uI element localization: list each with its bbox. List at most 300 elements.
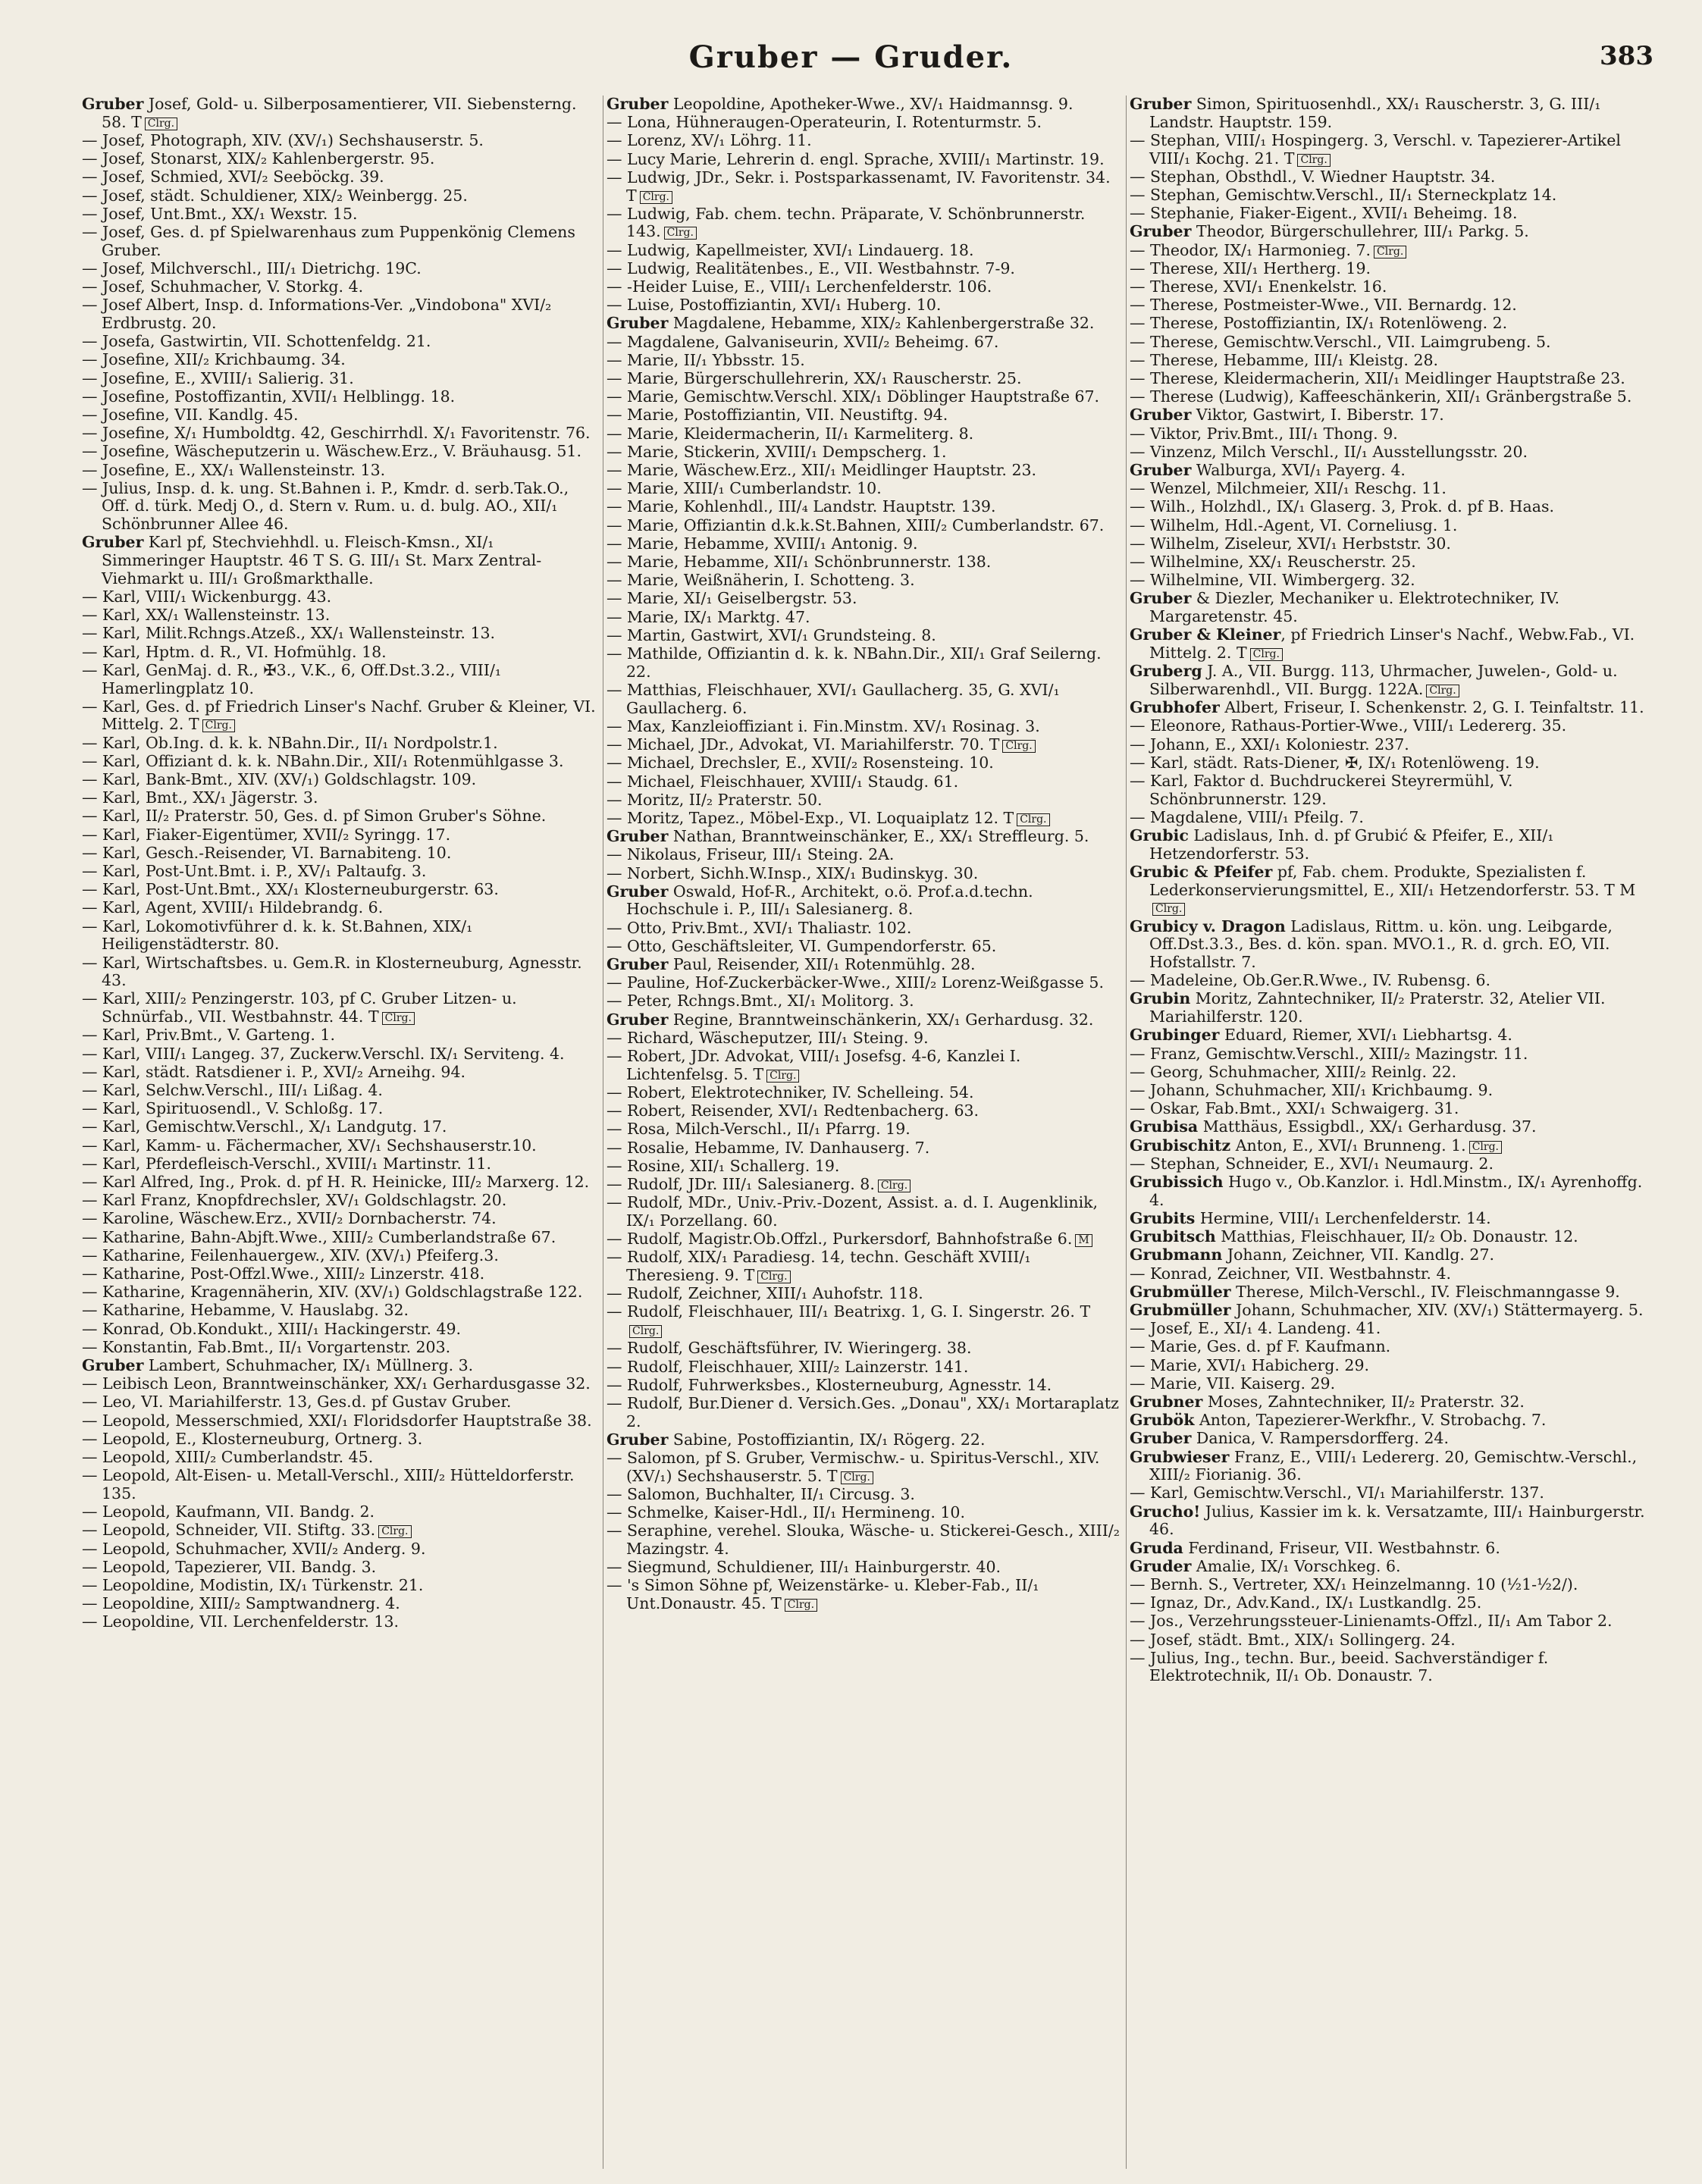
entry-surname: Grubic & Pfeifer bbox=[1130, 863, 1273, 882]
directory-entry bbox=[607, 1303, 1122, 1339]
clearing-stamp: Clrg. bbox=[1374, 246, 1406, 259]
directory-entry bbox=[607, 1522, 1122, 1558]
directory-entry bbox=[607, 1486, 1122, 1504]
directory-entry bbox=[82, 789, 599, 807]
directory-entry bbox=[607, 1194, 1122, 1230]
entry-text: — Marie, VII. Kaiserg. 29. bbox=[1130, 1374, 1336, 1393]
entry-text: — Rudolf, Fleischhauer, XIII/₂ Lainzerstr. 141. bbox=[607, 1357, 969, 1376]
entry-text: — -Heider Luise, E., VIII/₁ Lerchenfelderstr. 106. bbox=[607, 277, 992, 296]
directory-entry bbox=[82, 1595, 599, 1613]
entry-text: — Magdalene, Galvaniseurin, XVII/₂ Beheimg. 67. bbox=[607, 332, 999, 351]
entry-text: — Karl, Gesch.-Reisender, VI. Barnabiteng. 10. bbox=[82, 843, 452, 862]
directory-entry bbox=[82, 771, 599, 789]
directory-entry bbox=[1130, 517, 1653, 535]
entry-text: — Stephan, Gemischtw.Verschl., II/₁ Sterneckplatz 14. bbox=[1130, 186, 1557, 205]
entry-text: — Konstantin, Fab.Bmt., II/₁ Vorgartenstr. 203. bbox=[82, 1337, 451, 1356]
directory-entry bbox=[1130, 443, 1653, 462]
directory-entry bbox=[607, 1449, 1122, 1485]
entry-text: Ferdinand, Friseur, VII. Westbahnstr. 6. bbox=[1183, 1538, 1500, 1557]
entry-surname: Gruber bbox=[607, 96, 669, 113]
directory-entry bbox=[607, 462, 1122, 480]
directory-entry bbox=[1130, 1082, 1653, 1100]
directory-entry bbox=[1130, 1576, 1653, 1594]
directory-entry bbox=[82, 1026, 599, 1045]
directory-entry bbox=[607, 956, 1122, 974]
entry-text: — Therese, Postoffiziantin, IX/₁ Rotenlöweng. 2. bbox=[1130, 314, 1508, 333]
entry-text: — Wilhelmine, XX/₁ Reuscherstr. 25. bbox=[1130, 553, 1416, 572]
entry-text: Ladislaus, Rittm. u. kön. ung. Leibgarde, Off.Dst.3.3., Bes. d. kön. span. MVO.1., R. d. grch. EO, VII. Hofstallstr. 7. bbox=[1149, 917, 1613, 972]
directory-entry bbox=[607, 1011, 1122, 1029]
entry-text: — Matthias, Fleischhauer, XVI/₁ Gaullacherg. 35, G. XVI/₁ Gaullacherg. 6. bbox=[607, 681, 1060, 717]
directory-entry bbox=[1130, 827, 1653, 863]
directory-entry bbox=[607, 1048, 1122, 1083]
directory-entry bbox=[82, 1467, 599, 1502]
entry-text: — Marie, IX/₁ Marktg. 47. bbox=[607, 607, 810, 626]
entry-text: — Karl, Bmt., XX/₁ Jägerstr. 3. bbox=[82, 788, 318, 807]
entry-text: — Josef, E., XI/₁ 4. Landeng. 41. bbox=[1130, 1319, 1381, 1338]
directory-entry bbox=[82, 881, 599, 899]
directory-entry bbox=[82, 1430, 599, 1449]
entry-text: Eduard, Riemer, XVI/₁ Liebhartsg. 4. bbox=[1219, 1026, 1512, 1045]
clearing-stamp: Clrg. bbox=[757, 1271, 790, 1283]
directory-entry bbox=[82, 1613, 599, 1631]
entry-surname: Gruber bbox=[1130, 406, 1192, 425]
entry-text: — Michael, JDr., Advokat, VI. Mariahilferstr. 70. T bbox=[607, 735, 1000, 754]
directory-entry bbox=[607, 1139, 1122, 1158]
directory-entry bbox=[82, 370, 599, 388]
directory-entry bbox=[607, 1084, 1122, 1102]
entry-text: — Josef, städt. Schuldiener, XIX/₂ Weinbergg. 25. bbox=[82, 186, 468, 205]
entry-surname: Gruber bbox=[607, 827, 669, 846]
directory-entry bbox=[82, 1521, 599, 1540]
entry-text: — Marie, Weißnäherin, I. Schotteng. 3. bbox=[607, 571, 915, 590]
directory-entry bbox=[607, 388, 1122, 406]
entry-text: — Wilhelm, Ziseleur, XVI/₁ Herbststr. 30. bbox=[1130, 534, 1451, 553]
entry-text: — Karl, Selchw.Verschl., III/₁ Lißag. 4. bbox=[82, 1080, 383, 1099]
directory-entry bbox=[1130, 553, 1653, 572]
entry-text: — Julius, Insp. d. k. ung. St.Bahnen i. P., Kmdr. d. serb.Tak.O., Off. d. türk. Medj O., d. Stern v. Rum. u. d. bulg. AO., XII/₁ Schönbrunner Allee 46. bbox=[82, 478, 569, 534]
entry-text: — Stephanie, Fiaker-Eigent., XVII/₁ Beheimg. 18. bbox=[1130, 204, 1518, 223]
entry-surname: Gruda bbox=[1130, 1538, 1183, 1557]
directory-entry bbox=[82, 351, 599, 369]
directory-entry bbox=[1130, 590, 1653, 625]
directory-entry bbox=[82, 1173, 599, 1192]
directory-entry bbox=[82, 662, 599, 697]
directory-entry bbox=[82, 625, 599, 643]
entry-text: — Josefine, Wäscheputzerin u. Wäschew.Erz., V. Bräuhausg. 51. bbox=[82, 442, 581, 461]
directory-entry bbox=[1130, 1210, 1653, 1228]
directory-entry bbox=[607, 920, 1122, 938]
directory-entry bbox=[82, 96, 599, 131]
entry-surname: Grubwieser bbox=[1130, 1447, 1230, 1466]
entry-surname: Gruber bbox=[1130, 1429, 1192, 1448]
entry-text: — Rudolf, XIX/₁ Paradiesg. 14, techn. Geschäft XVIII/₁ Theresieng. 9. T bbox=[607, 1248, 1031, 1284]
entry-text: — Ludwig, Kapellmeister, XVI/₁ Lindauerg. 18. bbox=[607, 240, 974, 259]
entry-text: — Karl, Milit.Rchngs.Atzeß., XX/₁ Wallensteinstr. 13. bbox=[82, 624, 496, 643]
directory-entry bbox=[1130, 1246, 1653, 1264]
directory-entry bbox=[607, 296, 1122, 315]
directory-entry bbox=[82, 150, 599, 168]
directory-entry bbox=[82, 826, 599, 844]
entry-text: — Leopold, XIII/₂ Cumberlandstr. 45. bbox=[82, 1448, 374, 1467]
page-number: 383 bbox=[1600, 41, 1653, 71]
entry-text: — Josef, Schmied, XVI/₂ Seeböckg. 39. bbox=[82, 168, 384, 186]
entry-text: — Leopoldine, Modistin, IX/₁ Türkenstr. 21. bbox=[82, 1575, 424, 1594]
directory-entry bbox=[607, 572, 1122, 590]
entry-text: — Schmelke, Kaiser-Hdl., II/₁ Hermineng. 10. bbox=[607, 1503, 965, 1522]
entry-text: — Ludwig, JDr., Sekr. i. Postsparkassenamt, IV. Favoritenstr. 34. T bbox=[607, 168, 1111, 205]
entry-text: pf, Fab. chem. Produkte, Spezialisten f. Lederkonservierungsmittel, E., XII/₁ Hetzendorferstr. 53. T M bbox=[1149, 863, 1636, 899]
directory-entry bbox=[82, 918, 599, 954]
directory-entry bbox=[1130, 1026, 1653, 1045]
directory-entry bbox=[82, 1339, 599, 1357]
clearing-stamp: Clrg. bbox=[841, 1471, 873, 1484]
entry-surname: Gruber bbox=[607, 1430, 669, 1449]
column-rule bbox=[1126, 96, 1127, 2169]
entry-text: Franz, E., VIII/₁ Ledererg. 20, Gemischtw.-Verschl., XIII/₂ Fiorianig. 36. bbox=[1149, 1447, 1638, 1484]
directory-column-1 bbox=[82, 96, 599, 2169]
entry-surname: Gruber bbox=[82, 1356, 144, 1375]
clearing-stamp: Clrg. bbox=[1426, 685, 1459, 697]
entry-text: — Bernh. S., Vertreter, XX/₁ Heinzelmanng. 10 (½1-½2/). bbox=[1130, 1575, 1578, 1593]
directory-entry bbox=[1130, 388, 1653, 406]
entry-text: — Siegmund, Schuldiener, III/₁ Hainburgerstr. 40. bbox=[607, 1558, 1001, 1577]
directory-entry bbox=[1130, 1375, 1653, 1393]
clearing-stamp: Clrg. bbox=[202, 719, 235, 732]
directory-entry bbox=[1130, 863, 1653, 917]
directory-entry bbox=[1130, 1631, 1653, 1650]
directory-entry bbox=[1130, 972, 1653, 990]
entry-text: — Theodor, IX/₁ Harmonieg. 7. bbox=[1130, 240, 1371, 259]
directory-entry bbox=[82, 807, 599, 826]
directory-entry bbox=[1130, 1228, 1653, 1246]
entry-text: — Katharine, Post-Offzl.Wwe., XIII/₂ Linzerstr. 418. bbox=[82, 1264, 485, 1283]
directory-entry bbox=[1130, 498, 1653, 516]
directory-entry bbox=[1130, 1137, 1653, 1155]
directory-entry bbox=[1130, 1320, 1653, 1338]
directory-entry bbox=[82, 425, 599, 443]
entry-surname: Gruberg bbox=[1130, 662, 1202, 681]
directory-entry bbox=[1130, 406, 1653, 425]
entry-text: — Leopold, Schneider, VII. Stiftg. 33. bbox=[82, 1521, 376, 1540]
directory-entry bbox=[607, 517, 1122, 535]
directory-entry bbox=[82, 1210, 599, 1228]
entry-text: — Konrad, Ob.Kondukt., XIII/₁ Hackingerstr. 49. bbox=[82, 1319, 462, 1338]
entry-text: Magdalene, Hebamme, XIX/₂ Kahlenbergerstraße 32. bbox=[668, 314, 1095, 333]
directory-entry bbox=[1130, 1338, 1653, 1356]
entry-text: — Marie, Stickerin, XVIII/₁ Dempscherg. 1. bbox=[607, 442, 947, 461]
entry-text: — Oskar, Fab.Bmt., XXI/₁ Schwaigerg. 31. bbox=[1130, 1099, 1459, 1118]
directory-entry bbox=[1130, 1594, 1653, 1612]
entry-surname: Grubhofer bbox=[1130, 698, 1220, 717]
entry-text: — Rudolf, Bur.Diener d. Versich.Ges. „Donau", XX/₁ Mortaraplatz 2. bbox=[607, 1393, 1119, 1430]
entry-text: — Karoline, Wäschew.Erz., XVII/₂ Dornbacherstr. 74. bbox=[82, 1209, 497, 1228]
directory-entry bbox=[607, 498, 1122, 516]
entry-surname: Grubinger bbox=[1130, 1026, 1220, 1045]
directory-entry bbox=[82, 1412, 599, 1430]
directory-entry bbox=[82, 644, 599, 662]
directory-entry bbox=[1130, 168, 1653, 186]
entry-text: — Karl, Fiaker-Eigentümer, XVII/₂ Syringg. 17. bbox=[82, 825, 451, 844]
entry-surname: Grubischitz bbox=[1130, 1136, 1231, 1155]
directory-entry bbox=[82, 1357, 599, 1375]
directory-entry bbox=[607, 443, 1122, 462]
entry-text: — 's Simon Söhne pf, Weizenstärke- u. Kleber-Fab., II/₁ Unt.Donaustr. 45. T bbox=[607, 1576, 1039, 1613]
directory-entry bbox=[607, 590, 1122, 608]
entry-text: — Marie, XI/₁ Geiselbergstr. 53. bbox=[607, 589, 857, 608]
entry-text: — Karl, Bank-Bmt., XIV. (XV/₁) Goldschlagstr. 109. bbox=[82, 770, 477, 789]
directory-entry bbox=[607, 1158, 1122, 1176]
entry-text: Danica, V. Rampersdorfferg. 24. bbox=[1191, 1429, 1449, 1448]
entry-text: Oswald, Hof-R., Architekt, o.ö. Prof.a.d.techn. Hochschule i. P., III/₁ Salesianerg. 8. bbox=[626, 882, 1033, 919]
entry-text: — Rudolf, MDr., Univ.-Priv.-Dozent, Assist. a. d. I. Augenklinik, IX/₁ Porzellang. 60. bbox=[607, 1193, 1099, 1230]
entry-text: — Karl, Offiziant d. k. k. NBahn.Dir., XII/₁ Rotenmühlgasse 3. bbox=[82, 751, 564, 770]
directory-entry bbox=[607, 132, 1122, 150]
directory-entry bbox=[82, 1321, 599, 1339]
entry-text: — Stephan, VIII/₁ Hospingerg. 3, Verschl. v. Tapezierer-Artikel VIII/₁ Kochg. 21. T bbox=[1130, 130, 1621, 168]
entry-text: — Karl, Priv.Bmt., V. Garteng. 1. bbox=[82, 1026, 335, 1045]
entry-text: — Marie, Bürgerschullehrerin, XX/₁ Rauscherstr. 25. bbox=[607, 369, 1022, 388]
directory-entry bbox=[82, 296, 599, 332]
directory-entry bbox=[1130, 1265, 1653, 1283]
entry-text: Johann, Schuhmacher, XIV. (XV/₁) Stättermayerg. 5. bbox=[1230, 1300, 1644, 1319]
directory-entry bbox=[82, 187, 599, 205]
directory-entry bbox=[607, 1395, 1122, 1430]
directory-entry bbox=[1130, 572, 1653, 590]
directory-entry bbox=[1130, 1155, 1653, 1173]
clearing-stamp: Clrg. bbox=[145, 118, 177, 130]
entry-surname: Gruber bbox=[607, 955, 669, 974]
directory-entry bbox=[607, 1102, 1122, 1120]
directory-entry bbox=[82, 260, 599, 278]
entry-text: & Diezler, Mechaniker u. Elektrotechniker, IV. Margaretenstr. 45. bbox=[1149, 589, 1559, 626]
entry-surname: Gruber bbox=[607, 314, 669, 333]
directory-entry bbox=[607, 992, 1122, 1011]
directory-entry bbox=[607, 828, 1122, 846]
entry-text: Lambert, Schuhmacher, IX/₁ Müllnerg. 3. bbox=[143, 1356, 474, 1375]
directory-entry bbox=[1130, 1283, 1653, 1302]
entry-text: — Rudolf, Zeichner, XIII/₁ Auhofstr. 118. bbox=[607, 1284, 923, 1303]
directory-entry bbox=[82, 1192, 599, 1210]
entry-text: — Otto, Geschäftsleiter, VI. Gumpendorferstr. 65. bbox=[607, 936, 997, 955]
entry-text: — Robert, Reisender, XVI/₁ Redtenbacherg. 63. bbox=[607, 1101, 980, 1120]
directory-entry bbox=[607, 791, 1122, 810]
entry-text: — Wenzel, Milchmeier, XII/₁ Reschg. 11. bbox=[1130, 479, 1447, 498]
entry-text: — Josef, Schuhmacher, V. Storkg. 4. bbox=[82, 277, 364, 296]
directory-entry bbox=[1130, 1449, 1653, 1484]
directory-entry bbox=[1130, 809, 1653, 827]
entry-text: — Rudolf, Geschäftsführer, IV. Wieringerg. 38. bbox=[607, 1339, 972, 1358]
directory-entry bbox=[1130, 370, 1653, 388]
directory-entry bbox=[1130, 699, 1653, 717]
entry-surname: Gruber bbox=[1130, 96, 1192, 113]
entry-text: — Katharine, Hebamme, V. Hauslabg. 32. bbox=[82, 1301, 409, 1320]
entry-text: — Marie, Offiziantin d.k.k.St.Bahnen, XIII/₂ Cumberlandstr. 67. bbox=[607, 515, 1105, 534]
directory-entry bbox=[82, 753, 599, 771]
directory-entry bbox=[1130, 1100, 1653, 1118]
entry-text: — Karl, XIII/₂ Penzingerstr. 103, pf C. Gruber Litzen- u. Schnürfab., VII. Westbahnstr. 44. T bbox=[82, 989, 517, 1026]
directory-entry bbox=[607, 151, 1122, 169]
directory-entry bbox=[607, 242, 1122, 260]
entry-text: — Karl, Post-Unt.Bmt., XX/₁ Klosterneuburgerstr. 63. bbox=[82, 880, 499, 899]
directory-entry bbox=[607, 1431, 1122, 1449]
entry-text: — Mathilde, Offiziantin d. k. k. NBahn.Dir., XII/₁ Graf Seilerng. 22. bbox=[607, 644, 1102, 681]
directory-entry bbox=[607, 1120, 1122, 1139]
entry-text: — Leopold, Tapezierer, VII. Bandg. 3. bbox=[82, 1557, 377, 1576]
clearing-stamp: Clrg. bbox=[878, 1180, 911, 1192]
directory-entry bbox=[607, 645, 1122, 681]
directory-entry bbox=[607, 96, 1122, 114]
directory-entry bbox=[1130, 132, 1653, 168]
entry-text: — Therese (Ludwig), Kaffeeschänkerin, XII/₁ Gränbergstraße 5. bbox=[1130, 387, 1632, 406]
entry-text: Anton, Tapezierer-Werkfhr., V. Strobachg. 7. bbox=[1194, 1411, 1547, 1430]
entry-text: — Otto, Priv.Bmt., XVI/₁ Thaliastr. 102. bbox=[607, 918, 912, 937]
clearing-stamp: Clrg. bbox=[1469, 1141, 1502, 1154]
directory-entry bbox=[607, 1577, 1122, 1612]
clearing-stamp: Clrg. bbox=[382, 1012, 415, 1025]
directory-column-3 bbox=[1130, 96, 1653, 2169]
entry-text: — Wilhelmine, VII. Wimbergerg. 32. bbox=[1130, 571, 1415, 590]
directory-entry bbox=[607, 169, 1122, 205]
entry-text: — Julius, Ing., techn. Bur., beeid. Sachverständiger f. Elektrotechnik, II/₁ Ob. Donaustr. 7. bbox=[1130, 1648, 1549, 1685]
directory-entry bbox=[82, 224, 599, 259]
entry-text: — Josef, Unt.Bmt., XX/₁ Wexstr. 15. bbox=[82, 204, 358, 223]
directory-entry bbox=[1130, 1558, 1653, 1576]
entry-text: Matthäus, Essigbdl., XX/₁ Gerhardusg. 37. bbox=[1198, 1117, 1537, 1136]
entry-text: Johann, Zeichner, VII. Kandlg. 27. bbox=[1222, 1246, 1495, 1264]
entry-text: — Karl, Wirtschaftsbes. u. Gem.R. in Klosterneuburg, Agnesstr. 43. bbox=[82, 953, 582, 990]
directory-entry bbox=[82, 1449, 599, 1467]
clearing-stamp: Clrg. bbox=[785, 1599, 817, 1612]
clearing-stamp: Clrg. bbox=[1250, 648, 1283, 661]
directory-entry bbox=[82, 899, 599, 917]
entry-text: — Karl, Post-Unt.Bmt. i. P., XV/₁ Paltaufg. 3. bbox=[82, 862, 427, 881]
directory-entry bbox=[1130, 1650, 1653, 1685]
entry-text: — Karl, Agent, XVIII/₁ Hildebrandg. 6. bbox=[82, 898, 384, 917]
directory-entry bbox=[1130, 352, 1653, 370]
directory-entry bbox=[82, 863, 599, 881]
entry-text: — Karl, II/₂ Praterstr. 50, Ges. d. pf Simon Gruber's Söhne. bbox=[82, 807, 547, 826]
entry-text: — Therese, Postmeister-Wwe., VII. Bernardg. 12. bbox=[1130, 296, 1517, 315]
directory-entry bbox=[607, 278, 1122, 296]
entry-text: — Ludwig, Fab. chem. techn. Präparate, V. Schönbrunnerstr. 143. bbox=[607, 204, 1086, 241]
directory-entry bbox=[82, 1155, 599, 1173]
entry-text: Anton, E., XVI/₁ Brunneng. 1. bbox=[1230, 1136, 1466, 1155]
entry-text: — Moritz, Tapez., Möbel-Exp., VI. Loquaiplatz 12. T bbox=[607, 808, 1014, 827]
entry-text: Julius, Kassier im k. k. Versatzamte, III/₁ Hainburgerstr. 46. bbox=[1149, 1502, 1645, 1539]
entry-text: — Josef, Ges. d. pf Spielwarenhaus zum Puppenkönig Clemens Gruber. bbox=[82, 222, 575, 259]
entry-text: — Katharine, Kragennäherin, XIV. (XV/₁) Goldschlagstraße 122. bbox=[82, 1283, 583, 1302]
entry-text: — Eleonore, Rathaus-Portier-Wwe., VIII/₁ Ledererg. 35. bbox=[1130, 716, 1567, 735]
entry-text: — Robert, Elektrotechniker, IV. Schelleing. 54. bbox=[607, 1083, 974, 1101]
directory-entry bbox=[1130, 223, 1653, 241]
entry-text: — Leo, VI. Mariahilferstr. 13, Ges.d. pf Gustav Gruber. bbox=[82, 1393, 512, 1412]
directory-entry bbox=[82, 1100, 599, 1118]
entry-text: Moritz, Zahntechniker, II/₂ Praterstr. 32, Atelier VII. Mariahilferstr. 120. bbox=[1149, 989, 1606, 1026]
directory-entry bbox=[1130, 1503, 1653, 1539]
directory-entry bbox=[607, 334, 1122, 352]
entry-text: — Stephan, Obsthdl., V. Wiedner Hauptstr. 34. bbox=[1130, 167, 1496, 186]
entry-text: — Rosalie, Hebamme, IV. Danhauserg. 7. bbox=[607, 1138, 930, 1157]
clearing-stamp: Clrg. bbox=[629, 1325, 662, 1338]
entry-surname: Grubic bbox=[1130, 826, 1189, 845]
directory-entry bbox=[607, 352, 1122, 370]
entry-text: J. A., VII. Burgg. 113, Uhrmacher, Juwelen-, Gold- u. Silberwarenhdl., VII. Burgg. 122A. bbox=[1149, 662, 1618, 698]
directory-entry bbox=[82, 1247, 599, 1265]
entry-text: — Marie, Hebamme, XVIII/₁ Antonig. 9. bbox=[607, 534, 918, 553]
entry-text: — Salomon, pf S. Gruber, Vermischw.- u. Spiritus-Verschl., XIV. (XV/₁) Sechshauserstr. 5. T bbox=[607, 1449, 1100, 1485]
entry-text: — Karl, Pferdefleisch-Verschl., XVIII/₁ Martinstr. 11. bbox=[82, 1154, 491, 1173]
directory-entry bbox=[1130, 990, 1653, 1026]
entry-text: Theodor, Bürgerschullehrer, III/₁ Parkg. 5. bbox=[1191, 222, 1529, 241]
directory-entry bbox=[607, 1377, 1122, 1395]
directory-entry bbox=[82, 990, 599, 1026]
entry-text: — Madeleine, Ob.Ger.R.Wwe., IV. Rubensg. 6. bbox=[1130, 971, 1491, 990]
directory-entry bbox=[82, 954, 599, 990]
clearing-stamp: Clrg. bbox=[378, 1525, 411, 1538]
directory-entry bbox=[607, 1340, 1122, 1358]
directory-entry bbox=[607, 609, 1122, 627]
directory-entry bbox=[607, 1176, 1122, 1194]
entry-surname: Gruber bbox=[1130, 461, 1192, 480]
entry-text: — Karl, städt. Ratsdiener i. P., XVI/₂ Arneihg. 94. bbox=[82, 1062, 466, 1081]
clearing-stamp: Clrg. bbox=[1297, 154, 1330, 167]
directory-column-2 bbox=[607, 96, 1122, 2169]
entry-text: — Karl, Kamm- u. Fächermacher, XV/₁ Sechshauserstr.10. bbox=[82, 1136, 537, 1155]
directory-entry bbox=[82, 1577, 599, 1595]
entry-text: Josef, Gold- u. Silberposamentierer, VII. Siebensterng. 58. T bbox=[102, 96, 577, 131]
entry-text: — Leopold, Alt-Eisen- u. Metall-Verschl., XIII/₂ Hütteldorferstr. 135. bbox=[82, 1466, 575, 1502]
entry-text: , pf Friedrich Linser's Nachf., Webw.Fab., VI. Mittelg. 2. T bbox=[1149, 625, 1635, 663]
directory-entry bbox=[607, 1230, 1122, 1249]
entry-text: — Karl, Gemischtw.Verschl., X/₁ Landgutg. 17. bbox=[82, 1117, 447, 1136]
entry-text: — Therese, Kleidermacherin, XII/₁ Meidlinger Hauptstraße 23. bbox=[1130, 369, 1625, 388]
directory-entry bbox=[82, 1393, 599, 1412]
entry-text: — Karl, Spirituosendl., V. Schloßg. 17. bbox=[82, 1099, 384, 1118]
entry-text: — Marie, II/₁ Ybbsstr. 15. bbox=[607, 350, 805, 369]
entry-text: — Josefa, Gastwirtin, VII. Schottenfeldg. 21. bbox=[82, 332, 431, 351]
entry-text: — Michael, Drechsler, E., XVII/₂ Rosensteing. 10. bbox=[607, 754, 994, 772]
directory-entry bbox=[82, 1137, 599, 1155]
entry-text: — Luise, Postoffiziantin, XVI/₁ Huberg. 10. bbox=[607, 296, 942, 315]
clearing-stamp: Clrg. bbox=[1017, 813, 1049, 826]
entry-text: — Josef, Stonarst, XIX/₂ Kahlenbergerstr. 95. bbox=[82, 149, 435, 168]
directory-entry bbox=[82, 606, 599, 625]
entry-text: Simon, Spirituosenhdl., XX/₁ Rauscherstr. 3, G. III/₁ Landstr. Hauptstr. 159. bbox=[1149, 96, 1601, 131]
directory-entry bbox=[82, 1265, 599, 1283]
directory-entry bbox=[1130, 260, 1653, 278]
entry-text: Albert, Friseur, I. Schenkenstr. 2, G. I. Teinfaltstr. 11. bbox=[1219, 698, 1644, 717]
entry-text: Karl pf, Stechviehhdl. u. Fleisch-Kmsn., XI/₁ Simmeringer Hauptstr. 46 T S. G. III/₁ St. Marx Zentral-Viehmarkt u. III/₁ Großmarkthalle. bbox=[102, 533, 542, 588]
entry-surname: Grubitsch bbox=[1130, 1227, 1216, 1246]
entry-surname: Gruber bbox=[82, 533, 144, 552]
directory-entry bbox=[607, 810, 1122, 828]
directory-entry bbox=[1130, 334, 1653, 352]
directory-entry bbox=[1130, 1064, 1653, 1082]
entry-text: — Marie, Hebamme, XII/₁ Schönbrunnerstr. 138. bbox=[607, 553, 992, 572]
directory-entry bbox=[607, 205, 1122, 241]
entry-surname: Grubmüller bbox=[1130, 1282, 1231, 1301]
directory-entry bbox=[607, 718, 1122, 736]
entry-text: — Karl, XX/₁ Wallensteinstr. 13. bbox=[82, 606, 331, 625]
directory-entry bbox=[82, 1503, 599, 1521]
entry-text: — Marie, Kleidermacherin, II/₁ Karmeliterg. 8. bbox=[607, 424, 974, 443]
entry-text: Sabine, Postoffiziantin, IX/₁ Rögerg. 22. bbox=[668, 1430, 986, 1449]
entry-text: — Katharine, Bahn-Abjft.Wwe., XIII/₂ Cumberlandstraße 67. bbox=[82, 1227, 556, 1246]
entry-surname: Gruber bbox=[607, 1010, 669, 1029]
entry-surname: Gruber bbox=[1130, 222, 1192, 241]
entry-surname: Gruber bbox=[607, 882, 669, 901]
